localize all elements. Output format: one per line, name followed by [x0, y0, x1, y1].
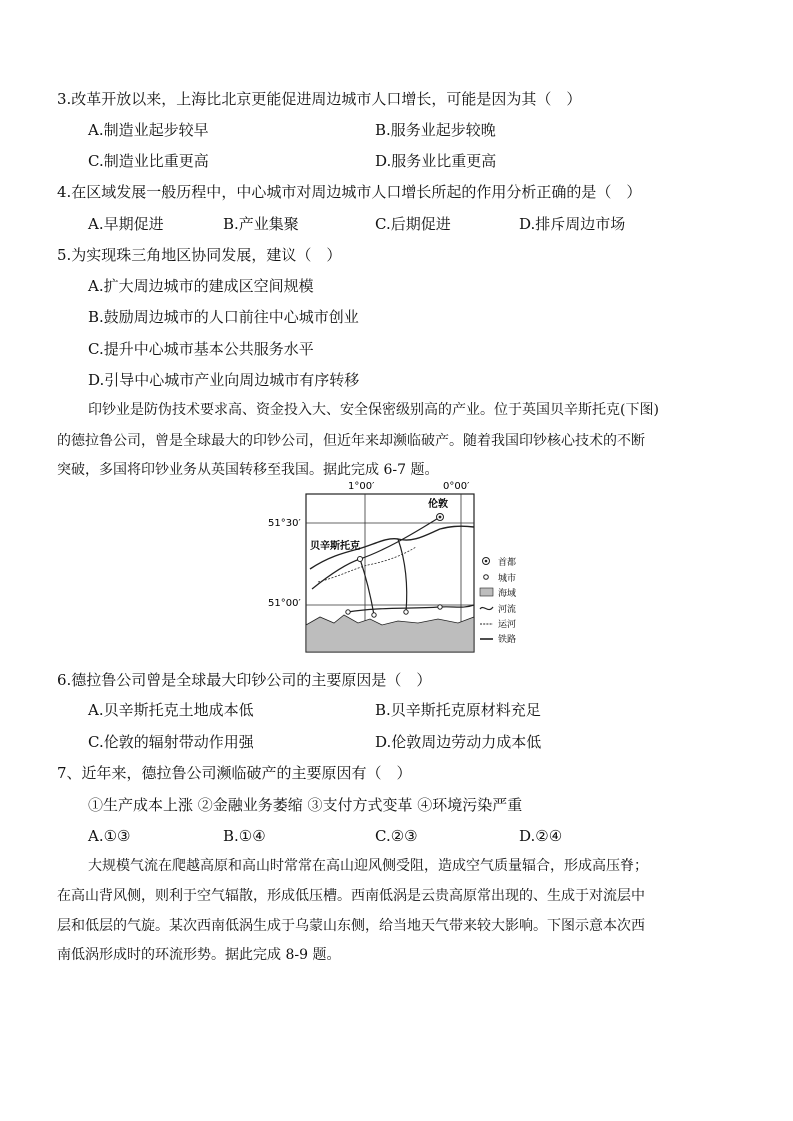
- place-label-london: 伦敦: [428, 499, 448, 510]
- passage1-line-3: 突破，多国将印钞业务从英国转移至我国。据此完成 6-7 题。: [57, 462, 439, 478]
- q6-option-b: B.贝辛斯托克原材料充足: [375, 701, 541, 719]
- q5-option-a: A.扩大周边城市的建成区空间规模: [88, 277, 314, 295]
- city-marker: [372, 613, 376, 617]
- q7-option-d: D.②④: [519, 827, 563, 845]
- legend-sea: 海域: [498, 589, 517, 599]
- q3-option-b: B.服务业起步较晚: [375, 121, 496, 139]
- lat-label-5100: 51°00′: [268, 598, 301, 609]
- city-basingstoke-marker: [358, 557, 363, 562]
- q3-option-a: A.制造业起步较早: [88, 121, 209, 139]
- q6-option-d: D.伦敦周边劳动力成本低: [375, 733, 542, 751]
- legend-city: 城市: [498, 574, 517, 584]
- q6-stem: 6.德拉鲁公司曾是全球最大印钞公司的主要原因是（ ）: [57, 671, 432, 689]
- map-figure: [248, 477, 538, 662]
- legend-canal: 运河: [498, 620, 517, 630]
- passage2-line-4: 南低涡形成时的环流形势。据此完成 8-9 题。: [57, 947, 341, 963]
- map-svg: [248, 477, 538, 662]
- q4-option-b: B.产业集聚: [223, 215, 299, 233]
- legend-river: 河流: [498, 605, 517, 615]
- passage1-line-2: 的德拉鲁公司，曾是全球最大的印钞公司，但近年来却濒临破产。随着我国印钞核心技术的不断: [57, 433, 645, 449]
- legend-capital: 首都: [498, 558, 517, 568]
- legend-sea-icon: [480, 588, 493, 596]
- lon-label-1: 1°00′: [348, 481, 375, 492]
- q4-option-c: C.后期促进: [375, 215, 451, 233]
- q7-option-b: B.①④: [223, 827, 266, 845]
- passage2-line-1: 大规模气流在爬越高原和高山时常常在高山迎风侧受阻，造成空气质量辐合，形成高压脊；: [88, 858, 648, 874]
- passage2-line-3: 层和低层的气旋。某次西南低涡生成于乌蒙山东侧，给当地天气带来较大影响。下图示意本次西: [57, 918, 645, 934]
- place-label-basingstoke: 贝辛斯托克: [310, 541, 360, 552]
- q7-option-c: C.②③: [375, 827, 418, 845]
- q4-stem: 4.在区域发展一般历程中，中心城市对周边城市人口增长所起的作用分析正确的是（ ）: [57, 183, 642, 201]
- capital-dot: [439, 516, 442, 519]
- q7-items: ①生产成本上涨 ②金融业务萎缩 ③支付方式变革 ④环境污染严重: [88, 796, 523, 814]
- city-marker: [404, 610, 408, 614]
- q5-option-d: D.引导中心城市产业向周边城市有序转移: [88, 371, 360, 389]
- q6-option-c: C.伦敦的辐射带动作用强: [88, 733, 254, 751]
- q5-stem: 5.为实现珠三角地区协同发展，建议（ ）: [57, 246, 342, 264]
- passage1-line-1: 印钞业是防伪技术要求高、资金投入大、安全保密级别高的产业。位于英国贝辛斯托克(下图): [88, 402, 659, 418]
- city-marker: [346, 610, 350, 614]
- lat-label-5130: 51°30′: [268, 518, 301, 529]
- legend-city-icon: [484, 575, 489, 580]
- q3-stem: 3.改革开放以来，上海比北京更能促进周边城市人口增长，可能是因为其（ ）: [57, 90, 582, 108]
- q5-option-b: B.鼓励周边城市的人口前往中心城市创业: [88, 308, 359, 326]
- lon-label-0: 0°00′: [443, 481, 470, 492]
- q3-option-d: D.服务业比重更高: [375, 152, 497, 170]
- city-marker: [438, 605, 442, 609]
- q4-option-d: D.排斥周边市场: [519, 215, 626, 233]
- q7-stem: 7、近年来，德拉鲁公司濒临破产的主要原因有（ ）: [57, 764, 412, 782]
- q3-option-c: C.制造业比重更高: [88, 152, 209, 170]
- q7-option-a: A.①③: [88, 827, 131, 845]
- q5-option-c: C.提升中心城市基本公共服务水平: [88, 340, 314, 358]
- legend-railway: 铁路: [498, 635, 517, 645]
- passage2-line-2: 在高山背风侧，则利于空气辐散，形成低压槽。西南低涡是云贵高原常出现的、生成于对流层中: [57, 888, 645, 904]
- legend-river-icon: [480, 607, 493, 610]
- q6-option-a: A.贝辛斯托克土地成本低: [88, 701, 254, 719]
- q4-option-a: A.早期促进: [88, 215, 164, 233]
